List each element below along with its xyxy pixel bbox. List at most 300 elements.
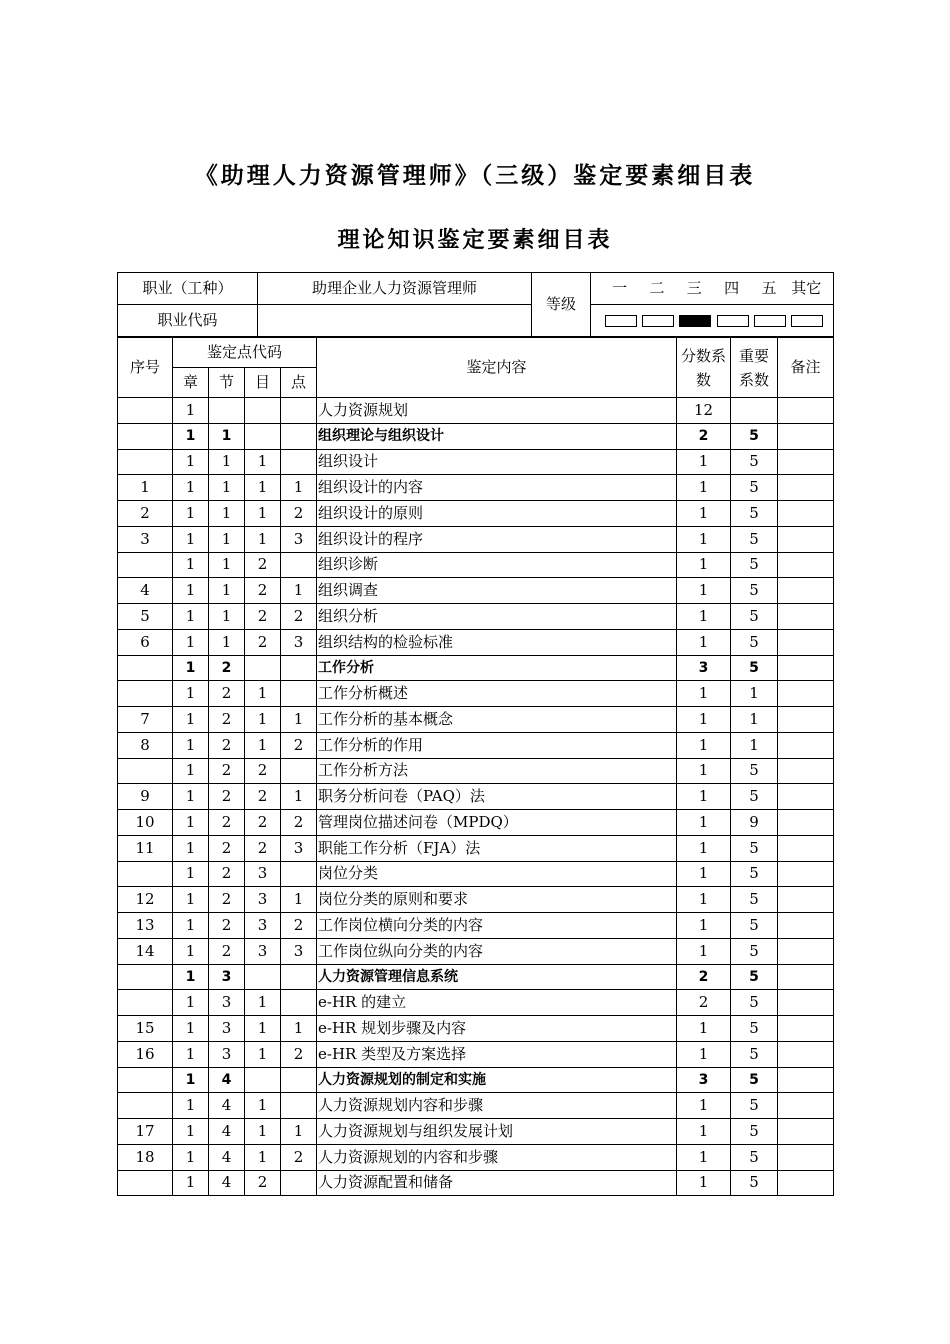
row-section: 1	[209, 578, 245, 604]
row-seq	[118, 655, 173, 681]
row-chapter: 1	[173, 526, 209, 552]
row-section: 2	[209, 810, 245, 836]
row-importance: 5	[731, 990, 778, 1016]
row-importance: 5	[731, 784, 778, 810]
col-header-importance: 重要系数	[731, 338, 778, 398]
table-row	[118, 810, 834, 836]
row-chapter: 1	[173, 1041, 209, 1067]
row-section: 2	[209, 758, 245, 784]
row-score-factor: 1	[677, 578, 731, 604]
row-remarks	[778, 526, 834, 552]
row-section: 4	[209, 1119, 245, 1145]
row-seq	[118, 449, 173, 475]
row-chapter: 1	[173, 681, 209, 707]
row-seq: 12	[118, 887, 173, 913]
grade-checkbox[interactable]	[679, 315, 711, 327]
row-score-factor: 2	[677, 964, 731, 990]
grade-option-label: 二	[649, 278, 665, 297]
row-item: 2	[245, 578, 281, 604]
row-item: 2	[245, 629, 281, 655]
grade-option-label: 五	[761, 278, 777, 297]
row-seq: 5	[118, 604, 173, 630]
grade-checkbox-cell	[791, 312, 821, 329]
row-chapter: 1	[173, 552, 209, 578]
row-point	[281, 552, 317, 578]
row-point: 2	[281, 604, 317, 630]
table-row	[118, 990, 834, 1016]
row-remarks	[778, 758, 834, 784]
table-row	[118, 552, 834, 578]
table-row	[118, 1093, 834, 1119]
row-score-factor: 1	[677, 1041, 731, 1067]
row-score-factor: 1	[677, 810, 731, 836]
row-point: 2	[281, 913, 317, 939]
row-importance: 5	[731, 475, 778, 501]
row-score-factor: 1	[677, 758, 731, 784]
row-content: 工作分析概述	[317, 681, 677, 707]
row-importance: 5	[731, 604, 778, 630]
row-point: 1	[281, 707, 317, 733]
table-row	[118, 655, 834, 681]
row-point	[281, 1170, 317, 1196]
table-row	[118, 449, 834, 475]
row-score-factor: 1	[677, 475, 731, 501]
row-content: 管理岗位描述问卷（MPDQ）	[317, 810, 677, 836]
row-seq	[118, 758, 173, 784]
row-importance: 1	[731, 707, 778, 733]
row-chapter: 1	[173, 810, 209, 836]
row-section: 2	[209, 835, 245, 861]
row-seq: 13	[118, 913, 173, 939]
occupation-header-table	[117, 272, 834, 337]
row-importance: 5	[731, 449, 778, 475]
row-chapter: 1	[173, 707, 209, 733]
row-section: 4	[209, 1144, 245, 1170]
row-score-factor: 1	[677, 681, 731, 707]
table-row	[118, 578, 834, 604]
row-chapter: 1	[173, 1170, 209, 1196]
row-seq: 9	[118, 784, 173, 810]
table-row	[118, 398, 834, 424]
row-point: 2	[281, 1144, 317, 1170]
row-content: 人力资源规划的内容和步骤	[317, 1144, 677, 1170]
occupation-code-value	[258, 305, 532, 337]
table-row	[118, 861, 834, 887]
row-chapter: 1	[173, 964, 209, 990]
row-content: 工作分析的作用	[317, 732, 677, 758]
row-point: 1	[281, 578, 317, 604]
grade-checkbox[interactable]	[717, 315, 749, 327]
occupation-code-label: 职业代码	[118, 305, 258, 337]
row-seq: 18	[118, 1144, 173, 1170]
row-score-factor: 1	[677, 1170, 731, 1196]
row-chapter: 1	[173, 449, 209, 475]
row-item	[245, 964, 281, 990]
row-section: 3	[209, 1041, 245, 1067]
row-item: 3	[245, 887, 281, 913]
row-chapter: 1	[173, 732, 209, 758]
row-importance: 5	[731, 964, 778, 990]
row-item: 3	[245, 938, 281, 964]
row-score-factor: 1	[677, 913, 731, 939]
row-item	[245, 655, 281, 681]
row-content: e-HR 的建立	[317, 990, 677, 1016]
table-row	[118, 475, 834, 501]
grade-checkbox-cell	[642, 312, 672, 329]
row-seq: 16	[118, 1041, 173, 1067]
row-point	[281, 861, 317, 887]
row-chapter: 1	[173, 1067, 209, 1093]
row-content: 组织设计	[317, 449, 677, 475]
row-point	[281, 1067, 317, 1093]
row-importance: 5	[731, 629, 778, 655]
row-score-factor: 1	[677, 835, 731, 861]
row-remarks	[778, 913, 834, 939]
row-score-factor: 1	[677, 1016, 731, 1042]
row-score-factor: 2	[677, 990, 731, 1016]
row-importance: 5	[731, 835, 778, 861]
row-point: 2	[281, 501, 317, 527]
row-importance: 1	[731, 681, 778, 707]
table-row	[118, 1119, 834, 1145]
col-header-section: 节	[209, 368, 245, 398]
row-score-factor: 1	[677, 1119, 731, 1145]
row-item: 1	[245, 732, 281, 758]
grade-checkbox-row	[591, 305, 834, 337]
row-score-factor: 2	[677, 423, 731, 449]
row-content: 人力资源规划内容和步骤	[317, 1093, 677, 1119]
grade-option-label: 一	[612, 278, 628, 297]
table-row	[118, 913, 834, 939]
row-chapter: 1	[173, 990, 209, 1016]
row-content: 组织理论与组织设计	[317, 423, 677, 449]
row-content: e-HR 类型及方案选择	[317, 1041, 677, 1067]
row-content: 组织结构的检验标准	[317, 629, 677, 655]
row-seq: 6	[118, 629, 173, 655]
row-chapter: 1	[173, 501, 209, 527]
occupation-label: 职业（工种）	[118, 273, 258, 305]
grade-checkbox[interactable]	[791, 315, 823, 327]
row-score-factor: 1	[677, 501, 731, 527]
row-section: 2	[209, 707, 245, 733]
row-seq	[118, 1067, 173, 1093]
row-section: 1	[209, 475, 245, 501]
grade-option-label: 四	[724, 278, 740, 297]
row-item	[245, 423, 281, 449]
row-seq: 17	[118, 1119, 173, 1145]
row-chapter: 1	[173, 784, 209, 810]
table-row	[118, 835, 834, 861]
row-score-factor: 1	[677, 1144, 731, 1170]
table-row	[118, 784, 834, 810]
row-point: 2	[281, 732, 317, 758]
row-section: 1	[209, 423, 245, 449]
row-chapter: 1	[173, 1016, 209, 1042]
row-content: 人力资源规划与组织发展计划	[317, 1119, 677, 1145]
row-section: 2	[209, 938, 245, 964]
row-point: 1	[281, 1016, 317, 1042]
row-section: 2	[209, 732, 245, 758]
row-item: 3	[245, 913, 281, 939]
row-seq: 15	[118, 1016, 173, 1042]
row-remarks	[778, 861, 834, 887]
row-item: 2	[245, 552, 281, 578]
row-content: 岗位分类	[317, 861, 677, 887]
row-content: 人力资源配置和储备	[317, 1170, 677, 1196]
row-seq	[118, 398, 173, 424]
row-chapter: 1	[173, 475, 209, 501]
row-importance: 5	[731, 938, 778, 964]
row-score-factor: 1	[677, 1093, 731, 1119]
row-importance: 5	[731, 887, 778, 913]
row-remarks	[778, 707, 834, 733]
row-remarks	[778, 990, 834, 1016]
occupation-value: 助理企业人力资源管理师	[258, 273, 532, 305]
row-section: 2	[209, 655, 245, 681]
row-item: 1	[245, 1144, 281, 1170]
row-content: 组织分析	[317, 604, 677, 630]
row-item: 1	[245, 475, 281, 501]
col-header-score-factor: 分数系数	[677, 338, 731, 398]
col-header-remarks: 备注	[778, 338, 834, 398]
row-importance: 5	[731, 1041, 778, 1067]
grade-checkbox-cell	[679, 312, 709, 329]
row-section: 4	[209, 1067, 245, 1093]
row-item: 1	[245, 1016, 281, 1042]
row-item: 1	[245, 526, 281, 552]
row-chapter: 1	[173, 604, 209, 630]
row-item: 3	[245, 861, 281, 887]
row-score-factor: 1	[677, 887, 731, 913]
grade-label: 等级	[532, 273, 591, 337]
row-point: 2	[281, 1041, 317, 1067]
row-chapter: 1	[173, 578, 209, 604]
row-importance: 5	[731, 1067, 778, 1093]
row-score-factor: 1	[677, 629, 731, 655]
row-section: 1	[209, 449, 245, 475]
row-importance: 5	[731, 758, 778, 784]
grade-checkbox[interactable]	[605, 315, 637, 327]
row-section: 1	[209, 604, 245, 630]
row-chapter: 1	[173, 423, 209, 449]
row-seq: 7	[118, 707, 173, 733]
row-remarks	[778, 835, 834, 861]
row-point: 1	[281, 887, 317, 913]
row-content: 职务分析问卷（PAQ）法	[317, 784, 677, 810]
document-title: 《助理人力资源管理师》（三级）鉴定要素细目表	[194, 163, 756, 189]
row-point	[281, 758, 317, 784]
row-item: 1	[245, 707, 281, 733]
row-score-factor: 1	[677, 526, 731, 552]
row-importance: 5	[731, 655, 778, 681]
row-remarks	[778, 578, 834, 604]
row-content: 工作分析的基本概念	[317, 707, 677, 733]
row-remarks	[778, 1041, 834, 1067]
appraisal-elements-table	[117, 337, 834, 1196]
row-importance: 5	[731, 423, 778, 449]
table-row	[118, 1067, 834, 1093]
row-content: 组织设计的内容	[317, 475, 677, 501]
row-content: 工作分析方法	[317, 758, 677, 784]
row-item: 1	[245, 449, 281, 475]
row-point: 2	[281, 810, 317, 836]
row-remarks	[778, 1119, 834, 1145]
row-item: 1	[245, 501, 281, 527]
row-section: 4	[209, 1093, 245, 1119]
row-point: 1	[281, 1119, 317, 1145]
row-score-factor: 1	[677, 449, 731, 475]
row-content: 组织诊断	[317, 552, 677, 578]
table-row	[118, 707, 834, 733]
grade-checkbox[interactable]	[754, 315, 786, 327]
row-importance: 5	[731, 1170, 778, 1196]
row-importance: 5	[731, 1016, 778, 1042]
row-remarks	[778, 1144, 834, 1170]
table-row	[118, 629, 834, 655]
row-point	[281, 1093, 317, 1119]
table-row	[118, 887, 834, 913]
row-score-factor: 3	[677, 1067, 731, 1093]
table-row	[118, 732, 834, 758]
row-item: 2	[245, 604, 281, 630]
table-row	[118, 758, 834, 784]
row-seq	[118, 1093, 173, 1119]
grade-option-label: 其它	[791, 278, 822, 297]
row-point: 3	[281, 629, 317, 655]
row-section: 2	[209, 913, 245, 939]
row-seq	[118, 990, 173, 1016]
row-chapter: 1	[173, 629, 209, 655]
row-point	[281, 655, 317, 681]
row-point	[281, 990, 317, 1016]
row-importance	[731, 398, 778, 424]
row-chapter: 1	[173, 1144, 209, 1170]
row-point: 3	[281, 526, 317, 552]
row-section: 2	[209, 784, 245, 810]
grade-checkbox[interactable]	[642, 315, 674, 327]
table-row	[118, 1144, 834, 1170]
row-importance: 5	[731, 861, 778, 887]
row-remarks	[778, 398, 834, 424]
row-chapter: 1	[173, 398, 209, 424]
row-chapter: 1	[173, 758, 209, 784]
row-item: 1	[245, 990, 281, 1016]
row-content: 工作岗位纵向分类的内容	[317, 938, 677, 964]
col-header-seq: 序号	[118, 338, 173, 398]
row-remarks	[778, 501, 834, 527]
row-chapter: 1	[173, 655, 209, 681]
row-importance: 5	[731, 526, 778, 552]
row-item: 2	[245, 784, 281, 810]
table-row	[118, 423, 834, 449]
row-point: 1	[281, 784, 317, 810]
table-row	[118, 681, 834, 707]
grade-checkbox-cell	[717, 312, 747, 329]
row-point	[281, 449, 317, 475]
row-remarks	[778, 784, 834, 810]
row-section: 1	[209, 526, 245, 552]
row-importance: 1	[731, 732, 778, 758]
row-chapter: 1	[173, 1093, 209, 1119]
row-section: 3	[209, 1016, 245, 1042]
row-score-factor: 1	[677, 784, 731, 810]
row-score-factor: 1	[677, 604, 731, 630]
table-row	[118, 604, 834, 630]
row-item: 1	[245, 1041, 281, 1067]
row-content: 组织设计的原则	[317, 501, 677, 527]
row-section: 2	[209, 861, 245, 887]
row-section: 1	[209, 629, 245, 655]
row-section: 4	[209, 1170, 245, 1196]
row-remarks	[778, 938, 834, 964]
row-remarks	[778, 1170, 834, 1196]
row-point	[281, 423, 317, 449]
row-score-factor: 1	[677, 707, 731, 733]
row-item: 1	[245, 1093, 281, 1119]
row-remarks	[778, 629, 834, 655]
table-row	[118, 1016, 834, 1042]
row-item: 2	[245, 1170, 281, 1196]
row-seq: 11	[118, 835, 173, 861]
row-importance: 5	[731, 1144, 778, 1170]
row-remarks	[778, 604, 834, 630]
row-score-factor: 1	[677, 732, 731, 758]
row-point	[281, 398, 317, 424]
row-content: 组织调查	[317, 578, 677, 604]
row-item: 2	[245, 835, 281, 861]
row-remarks	[778, 732, 834, 758]
row-seq: 10	[118, 810, 173, 836]
row-seq	[118, 552, 173, 578]
row-seq	[118, 964, 173, 990]
row-chapter: 1	[173, 1119, 209, 1145]
row-content: 人力资源规划的制定和实施	[317, 1067, 677, 1093]
row-point: 3	[281, 938, 317, 964]
row-remarks	[778, 423, 834, 449]
row-score-factor: 1	[677, 552, 731, 578]
row-chapter: 1	[173, 835, 209, 861]
row-importance: 5	[731, 1119, 778, 1145]
row-remarks	[778, 475, 834, 501]
row-remarks	[778, 449, 834, 475]
table-row	[118, 526, 834, 552]
grade-options-row	[591, 273, 834, 305]
row-content: 组织设计的程序	[317, 526, 677, 552]
row-importance: 5	[731, 552, 778, 578]
row-seq	[118, 423, 173, 449]
row-point: 1	[281, 475, 317, 501]
row-item: 1	[245, 681, 281, 707]
row-chapter: 1	[173, 861, 209, 887]
row-item	[245, 1067, 281, 1093]
row-point: 3	[281, 835, 317, 861]
row-seq: 2	[118, 501, 173, 527]
row-content: e-HR 规划步骤及内容	[317, 1016, 677, 1042]
row-section: 3	[209, 990, 245, 1016]
row-chapter: 1	[173, 938, 209, 964]
row-chapter: 1	[173, 913, 209, 939]
col-header-code-group: 鉴定点代码	[173, 338, 317, 368]
row-content: 工作岗位横向分类的内容	[317, 913, 677, 939]
row-importance: 5	[731, 1093, 778, 1119]
row-score-factor: 1	[677, 938, 731, 964]
row-importance: 5	[731, 913, 778, 939]
row-remarks	[778, 887, 834, 913]
table-row	[118, 1170, 834, 1196]
row-remarks	[778, 681, 834, 707]
row-remarks	[778, 1016, 834, 1042]
row-chapter: 1	[173, 887, 209, 913]
